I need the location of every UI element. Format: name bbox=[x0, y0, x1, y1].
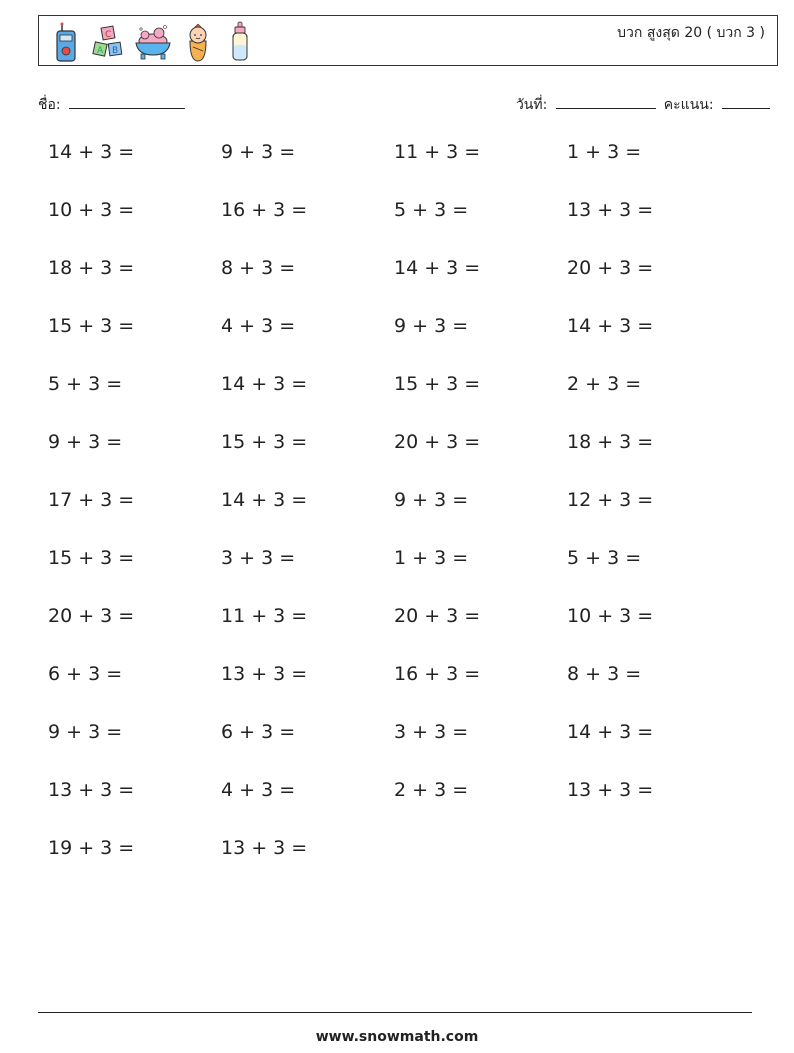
problem-item: 9 + 3 = bbox=[48, 721, 123, 743]
problem-item: 11 + 3 = bbox=[221, 605, 308, 627]
problem-item: 6 + 3 = bbox=[48, 663, 123, 685]
problem-item: 13 + 3 = bbox=[567, 779, 654, 801]
problem-item: 15 + 3 = bbox=[48, 315, 135, 337]
problem-item: 10 + 3 = bbox=[48, 199, 135, 221]
problem-item: 18 + 3 = bbox=[48, 257, 135, 279]
problem-item: 9 + 3 = bbox=[394, 315, 469, 337]
problem-item: 13 + 3 = bbox=[221, 837, 308, 859]
problem-item: 11 + 3 = bbox=[394, 141, 481, 163]
problem-item: 4 + 3 = bbox=[221, 315, 296, 337]
worksheet-title: บวก สูงสุด 20 ( บวก 3 ) bbox=[617, 25, 765, 41]
header-icons bbox=[49, 20, 257, 64]
problem-item: 20 + 3 = bbox=[48, 605, 135, 627]
footer-divider bbox=[38, 1012, 752, 1013]
problem-item: 4 + 3 = bbox=[221, 779, 296, 801]
problem-item: 15 + 3 = bbox=[48, 547, 135, 569]
problem-item: 5 + 3 = bbox=[48, 373, 123, 395]
name-label: ชื่อ: bbox=[38, 97, 61, 113]
problem-item: 16 + 3 = bbox=[221, 199, 308, 221]
problem-item: 18 + 3 = bbox=[567, 431, 654, 453]
problem-item: 17 + 3 = bbox=[48, 489, 135, 511]
problem-item: 15 + 3 = bbox=[221, 431, 308, 453]
problem-item: 8 + 3 = bbox=[221, 257, 296, 279]
score-label: คะแนน: bbox=[663, 97, 714, 113]
problem-item: 14 + 3 = bbox=[221, 489, 308, 511]
date-blank bbox=[556, 94, 656, 109]
svg-text:C: C bbox=[105, 30, 112, 40]
problem-item: 14 + 3 = bbox=[221, 373, 308, 395]
problem-item: 13 + 3 = bbox=[48, 779, 135, 801]
problem-item: 8 + 3 = bbox=[567, 663, 642, 685]
name-blank bbox=[69, 94, 185, 109]
baby-monitor-icon bbox=[49, 21, 83, 63]
problem-item: 19 + 3 = bbox=[48, 837, 135, 859]
problem-item: 14 + 3 = bbox=[48, 141, 135, 163]
problem-item: 9 + 3 = bbox=[394, 489, 469, 511]
problem-grid bbox=[48, 141, 768, 881]
problem-item: 5 + 3 = bbox=[394, 199, 469, 221]
problem-item: 9 + 3 = bbox=[221, 141, 296, 163]
problem-item: 5 + 3 = bbox=[567, 547, 642, 569]
problem-item: 14 + 3 = bbox=[567, 721, 654, 743]
problem-item: 1 + 3 = bbox=[567, 141, 642, 163]
baby-bottle-icon bbox=[223, 21, 257, 63]
svg-text:A: A bbox=[97, 46, 104, 56]
problem-item: 15 + 3 = bbox=[394, 373, 481, 395]
abc-blocks-icon bbox=[91, 21, 125, 63]
problem-item: 20 + 3 = bbox=[394, 431, 481, 453]
problem-item: 3 + 3 = bbox=[394, 721, 469, 743]
problem-item: 10 + 3 = bbox=[567, 605, 654, 627]
score-blank bbox=[722, 94, 770, 109]
problem-item: 2 + 3 = bbox=[394, 779, 469, 801]
problem-item: 12 + 3 = bbox=[567, 489, 654, 511]
swaddled-baby-icon bbox=[181, 21, 215, 63]
date-field bbox=[516, 94, 656, 116]
problem-item: 16 + 3 = bbox=[394, 663, 481, 685]
problem-item: 20 + 3 = bbox=[567, 257, 654, 279]
problem-item: 14 + 3 = bbox=[567, 315, 654, 337]
baby-bathtub-icon bbox=[133, 21, 173, 63]
problem-item: 14 + 3 = bbox=[394, 257, 481, 279]
problem-item: 9 + 3 = bbox=[48, 431, 123, 453]
problem-item: 6 + 3 = bbox=[221, 721, 296, 743]
date-label: วันที่: bbox=[515, 97, 548, 113]
svg-text:B: B bbox=[112, 46, 119, 56]
problem-item: 13 + 3 = bbox=[221, 663, 308, 685]
problem-item: 13 + 3 = bbox=[567, 199, 654, 221]
name-field bbox=[38, 94, 185, 116]
worksheet-header bbox=[38, 15, 778, 66]
date-score-fields bbox=[516, 94, 770, 116]
footer-url: www.snowmath.com bbox=[315, 1029, 479, 1045]
problem-item: 1 + 3 = bbox=[394, 547, 469, 569]
problem-item: 20 + 3 = bbox=[394, 605, 481, 627]
problem-item: 3 + 3 = bbox=[221, 547, 296, 569]
score-field bbox=[664, 94, 770, 116]
problem-item: 2 + 3 = bbox=[567, 373, 642, 395]
